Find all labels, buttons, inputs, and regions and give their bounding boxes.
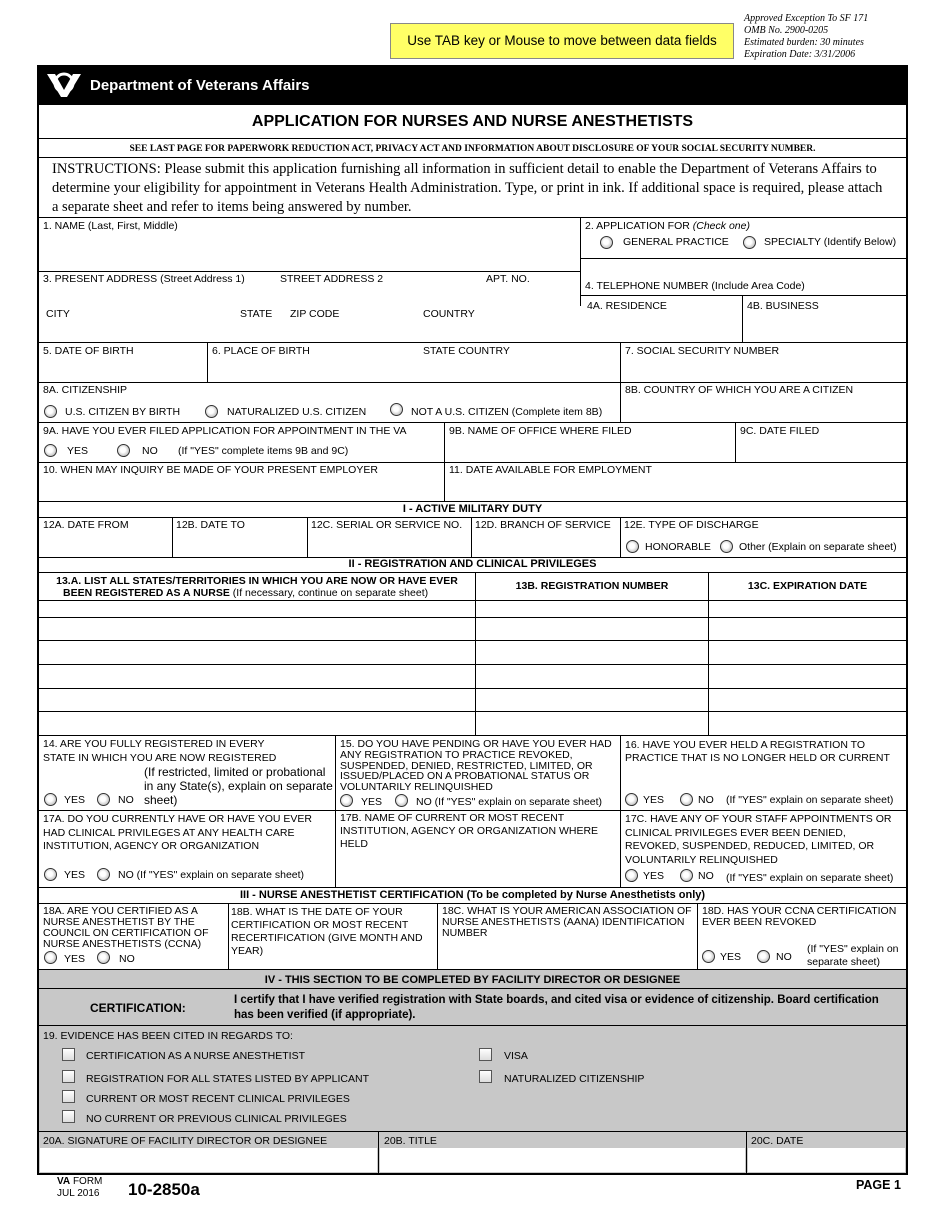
field-9b-label: 9B. NAME OF OFFICE WHERE FILED (449, 425, 632, 437)
field-4b-label: 4B. BUSINESS (747, 300, 819, 312)
9a-yes-radio[interactable] (44, 444, 57, 457)
date-from-input[interactable] (41, 533, 170, 555)
omb-line-4: Expiration Date: 3/31/2006 (744, 49, 856, 60)
state-country-label: STATE COUNTRY (423, 345, 510, 357)
street-2-label: STREET ADDRESS 2 (280, 273, 384, 285)
name-input[interactable] (41, 234, 577, 270)
honorable-label: HONORABLE (645, 541, 711, 553)
field-2-label (585, 220, 750, 232)
field-8a-label: 8A. CITIZENSHIP (43, 384, 128, 396)
field-20c-label: 20C. DATE (751, 1135, 804, 1147)
no-privileges-label: NO CURRENT OR PREVIOUS CLINICAL PRIVILEGES (86, 1113, 347, 1125)
14-line-1: 14. ARE YOU FULLY REGISTERED IN EVERY (43, 738, 265, 750)
17a-yes-radio[interactable] (44, 868, 57, 881)
general-practice-label: GENERAL PRACTICE (623, 236, 729, 248)
18d-no-radio[interactable] (757, 950, 770, 963)
13a-line-1: 13.A. LIST ALL STATES/TERRITORIES IN WHICH YOU ARE NOW OR HAVE EVER (56, 575, 458, 587)
date-filed-input[interactable] (737, 440, 904, 460)
17c-yes-label: YES (643, 870, 665, 882)
field-12c-label: 12C. SERIAL OR SERVICE NO. (311, 519, 463, 531)
18a-no-label: NO (119, 953, 135, 965)
field-12d-label: 12D. BRANCH OF SERVICE (475, 519, 611, 531)
15-no-radio[interactable] (395, 794, 408, 807)
field-19-label: 19. EVIDENCE HAS BEEN CITED IN REGARDS TO: (43, 1030, 293, 1042)
field-3-label: 3. PRESENT ADDRESS (Street Address 1) (43, 273, 245, 285)
cert-anesthetist-label: CERTIFICATION AS A NURSE ANESTHETIST (86, 1050, 305, 1062)
department-name: Department of Veterans Affairs (90, 77, 310, 94)
citizen-by-birth-radio[interactable] (44, 405, 57, 418)
cert-anesthetist-checkbox[interactable] (62, 1048, 75, 1061)
14-note: (If restricted, limited or probational in any State(s), explain on separate sheet) (144, 765, 333, 807)
9a-no-radio[interactable] (117, 444, 130, 457)
field-17b-label: 17B. NAME OF CURRENT OR MOST RECENT INSTITUTION, AGENCY OR ORGANIZATION WHERE HELD (340, 812, 599, 850)
ssn-input[interactable] (622, 359, 904, 380)
place-of-birth-input[interactable] (209, 359, 618, 380)
field-14-label (43, 739, 333, 764)
header-bar (37, 65, 908, 105)
field-10-label: 10. WHEN MAY INQUIRY BE MADE OF YOUR PRESENT EMPLOYER (43, 464, 378, 476)
country-label: COUNTRY (423, 308, 475, 320)
18d-yes-label: YES (720, 951, 742, 963)
field-12a-label: 12A. DATE FROM (43, 519, 129, 531)
city-input[interactable] (41, 322, 577, 340)
street-address-input[interactable] (41, 287, 577, 305)
date-to-input[interactable] (174, 533, 305, 555)
16-explain: (If "YES" explain on separate sheet) (726, 794, 894, 806)
other-discharge-label: Other (Explain on separate sheet) (739, 541, 897, 553)
17c-yes-radio[interactable] (625, 869, 638, 882)
specialty-radio[interactable] (743, 236, 756, 249)
dob-input[interactable] (41, 359, 205, 380)
current-privileges-label: CURRENT OR MOST RECENT CLINICAL PRIVILEGES (86, 1093, 350, 1105)
13a-note: (If necessary, continue on separate sheet) (232, 587, 429, 599)
15-yes-radio[interactable] (340, 794, 353, 807)
9a-yes-label: YES (67, 445, 89, 457)
section-2-header: II - REGISTRATION AND CLINICAL PRIVILEGES (348, 558, 597, 570)
registration-states-checkbox[interactable] (62, 1070, 75, 1083)
certification-text: I certify that I have verified registration with State boards, and cited visa or evidence of citizenship. Board certification has been verified (if appropriate). (234, 994, 879, 1021)
14-yes-radio[interactable] (44, 793, 57, 806)
field-9c-label: 9C. DATE FILED (740, 425, 820, 437)
field-4a-label: 4A. RESIDENCE (587, 300, 667, 312)
omb-line-1: Approved Exception To SF 171 (744, 13, 869, 24)
naturalized-citizenship-label: NATURALIZED CITIZENSHIP (504, 1073, 645, 1085)
18a-yes-label: YES (64, 953, 86, 965)
inquiry-input[interactable] (41, 479, 442, 500)
field-13b-label: 13B. REGISTRATION NUMBER (515, 580, 669, 592)
field-15-label: 15. DO YOU HAVE PENDING OR HAVE YOU EVER HAD ANY REGISTRATION TO PRACTICE REVOKED, SUSPENDED, DENIED, RESTRICTED, LIMITED, OR ISSUED/PLACED ON A PROBATIONAL STATUS OR VOLUNTARILY RELINQUISHED (340, 738, 612, 794)
tab-key-notice: Use TAB key or Mouse to move between data fields (390, 23, 734, 59)
state-label: STATE (240, 308, 273, 320)
field-20b-label: 20B. TITLE (384, 1135, 437, 1147)
naturalized-radio[interactable] (205, 405, 218, 418)
footer-form-number: 10-2850a (128, 1180, 200, 1199)
other-discharge-radio[interactable] (720, 540, 733, 553)
visa-checkbox[interactable] (479, 1048, 492, 1061)
18a-no-radio[interactable] (97, 951, 110, 964)
omb-line-2: OMB No. 2900-0205 (744, 25, 829, 36)
13a-line-2: BEEN REGISTERED AS A NURSE (63, 587, 230, 599)
honorable-radio[interactable] (626, 540, 639, 553)
general-practice-radio[interactable] (600, 236, 613, 249)
omb-line-3: Estimated burden: 30 minutes (744, 37, 864, 48)
field-18d-label: 18D. HAS YOUR CCNA CERTIFICATION EVER BEEN REVOKED (702, 905, 897, 928)
field-8b-label: 8B. COUNTRY OF WHICH YOU ARE A CITIZEN (625, 384, 854, 396)
regnum-row-1-input[interactable] (477, 602, 707, 617)
va-logo-icon (45, 71, 83, 99)
field-1-label: 1. NAME (Last, First, Middle) (43, 220, 178, 232)
footer-page: PAGE 1 (856, 1178, 901, 1192)
14-line-2: STATE IN WHICH YOU ARE NOW REGISTERED (43, 752, 277, 764)
field-13a-label (39, 575, 475, 599)
9a-no-label: NO (142, 445, 158, 457)
footer-date: JUL 2016 (57, 1188, 100, 1199)
field-17c-label: 17C. HAVE ANY OF YOUR STAFF APPOINTMENTS OR CLINICAL PRIVILEGES EVER BEEN DENIED, REVOKED, SUSPENDED, REDUCED, LIMITED, OR VOLUNTARILY RELINQUISHED (625, 813, 892, 866)
date-available-input[interactable] (446, 479, 904, 500)
naturalized-label: NATURALIZED U.S. CITIZEN (227, 406, 367, 418)
disclosure-notice: SEE LAST PAGE FOR PAPERWORK REDUCTION ACT, PRIVACY ACT AND INFORMATION ABOUT DISCLOSURE OF YOUR SOCIAL SECURITY NUMBER. (129, 144, 816, 154)
naturalized-checkbox[interactable] (479, 1070, 492, 1083)
17a-yes-label: YES (64, 869, 86, 881)
footer-form-line (57, 1176, 102, 1188)
country-citizen-input[interactable] (622, 398, 904, 420)
14-no-radio[interactable] (97, 793, 110, 806)
footer-va: VA (57, 1176, 71, 1187)
field-7-label: 7. SOCIAL SECURITY NUMBER (625, 345, 780, 357)
field-5-label: 5. DATE OF BIRTH (43, 345, 134, 357)
field-12b-label: 12B. DATE TO (176, 519, 245, 531)
specialty-label: SPECIALTY (Identify Below) (764, 236, 897, 248)
no-privileges-checkbox[interactable] (62, 1110, 75, 1123)
field-6-label: 6. PLACE OF BIRTH (212, 345, 310, 357)
certification-label: CERTIFICATION: (90, 1001, 186, 1015)
field-2-text: 2. APPLICATION FOR (585, 220, 690, 232)
17c-no-radio[interactable] (680, 869, 693, 882)
instructions: INSTRUCTIONS: Please submit this application furnishing all information in sufficient detail to enable the Department of Veterans Affairs to determine your eligibility for appointment in Veterans Health Administration. Type, or print in ink. If additional space is required, please attach a separate sheet and refer to items being answered by number. (52, 161, 883, 215)
field-2-note: (Check one) (692, 220, 750, 232)
omb-info (744, 13, 868, 61)
city-label: CITY (46, 308, 70, 320)
17a-no-label: NO (If "YES" explain on separate sheet) (118, 869, 305, 881)
citizen-by-birth-label: U.S. CITIZEN BY BIRTH (65, 406, 181, 418)
field-4-label: 4. TELEPHONE NUMBER (Include Area Code) (585, 280, 805, 292)
registration-table (39, 601, 906, 735)
section-1-header: I - ACTIVE MILITARY DUTY (402, 503, 543, 515)
16-no-radio[interactable] (680, 793, 693, 806)
business-phone-input[interactable] (744, 315, 904, 339)
13a-line-2-wrap (39, 587, 475, 599)
field-12e-label: 12E. TYPE OF DISCHARGE (624, 519, 759, 531)
17c-no-label: NO (698, 870, 714, 882)
residence-phone-input[interactable] (582, 315, 740, 339)
field-18a-label: 18A. ARE YOU CERTIFIED AS A NURSE ANESTHETIST BY THE COUNCIL ON CERTIFICATION OF NURSE ANESTHETISTS (CCNA) (43, 905, 209, 950)
office-filed-input[interactable] (446, 440, 733, 460)
field-11-label: 11. DATE AVAILABLE FOR EMPLOYMENT (449, 464, 652, 476)
section-3-header: III - NURSE ANESTHETIST CERTIFICATION (To be completed by Nurse Anesthetists only) (239, 889, 706, 901)
14-no-label: NO (118, 794, 134, 806)
branch-input[interactable] (473, 533, 618, 555)
expdate-row-1-input[interactable] (710, 602, 904, 617)
registration-states-label: REGISTRATION FOR ALL STATES LISTED BY APPLICANT (86, 1073, 369, 1085)
field-20a-label: 20A. SIGNATURE OF FACILITY DIRECTOR OR DESIGNEE (43, 1135, 328, 1147)
footer-form-id (57, 1176, 102, 1200)
field-18c-label: 18C. WHAT IS YOUR AMERICAN ASSOCIATION OF NURSE ANESTHETISTS (AANA) IDENTIFICATION NUMBER (442, 905, 692, 939)
15-yes-label: YES (361, 796, 383, 808)
18d-no-label: NO (776, 951, 792, 963)
14-yes-label: YES (64, 794, 86, 806)
field-17a-label: 17A. DO YOU CURRENTLY HAVE OR HAVE YOU EVER HAD CLINICAL PRIVILEGES AT ANY HEALTH CARE INSTITUTION, AGENCY OR ORGANIZATION (43, 813, 312, 852)
field-18b-label: 18B. WHAT IS THE DATE OF YOUR CERTIFICATION OR MOST RECENT RECERTIFICATION (GIVE MONTH AND YEAR) (231, 906, 423, 957)
18a-yes-radio[interactable] (44, 951, 57, 964)
16-yes-label: YES (643, 794, 665, 806)
signature-field[interactable] (40, 1148, 377, 1172)
16-no-label: NO (698, 794, 714, 806)
visa-label: VISA (504, 1050, 528, 1062)
15-no-label: NO (If "YES" explain on separate sheet) (416, 796, 603, 808)
17a-no-radio[interactable] (97, 868, 110, 881)
title-field[interactable] (380, 1148, 745, 1172)
footer-form: FORM (72, 1176, 103, 1187)
16-yes-radio[interactable] (625, 793, 638, 806)
apt-label: APT. NO. (486, 273, 530, 285)
serial-no-input[interactable] (309, 533, 469, 555)
current-privileges-checkbox[interactable] (62, 1090, 75, 1103)
18d-yes-radio[interactable] (702, 950, 715, 963)
form-title: APPLICATION FOR NURSES AND NURSE ANESTHETISTS (251, 113, 694, 130)
field-16-label: 16. HAVE YOU EVER HELD A REGISTRATION TO PRACTICE THAT IS NO LONGER HELD OR CURRENT (625, 739, 890, 764)
section-4-header: IV - THIS SECTION TO BE COMPLETED BY FACILITY DIRECTOR OR DESIGNEE (264, 974, 681, 986)
18d-note: (If "YES" explain on separate sheet) (807, 943, 899, 968)
not-citizen-radio[interactable] (390, 403, 403, 416)
zip-label: ZIP CODE (290, 308, 340, 320)
date-field[interactable] (748, 1148, 905, 1172)
state-row-1-input[interactable] (41, 602, 473, 617)
field-9a-label: 9A. HAVE YOU EVER FILED APPLICATION FOR APPOINTMENT IN THE VA (43, 425, 407, 437)
not-citizen-label: NOT A U.S. CITIZEN (Complete item 8B) (411, 406, 603, 418)
17c-explain: (If "YES" explain on separate sheet) (726, 872, 894, 884)
field-13c-label: 13C. EXPIRATION DATE (747, 580, 868, 592)
9a-note: (If "YES" complete items 9B and 9C) (178, 445, 349, 457)
